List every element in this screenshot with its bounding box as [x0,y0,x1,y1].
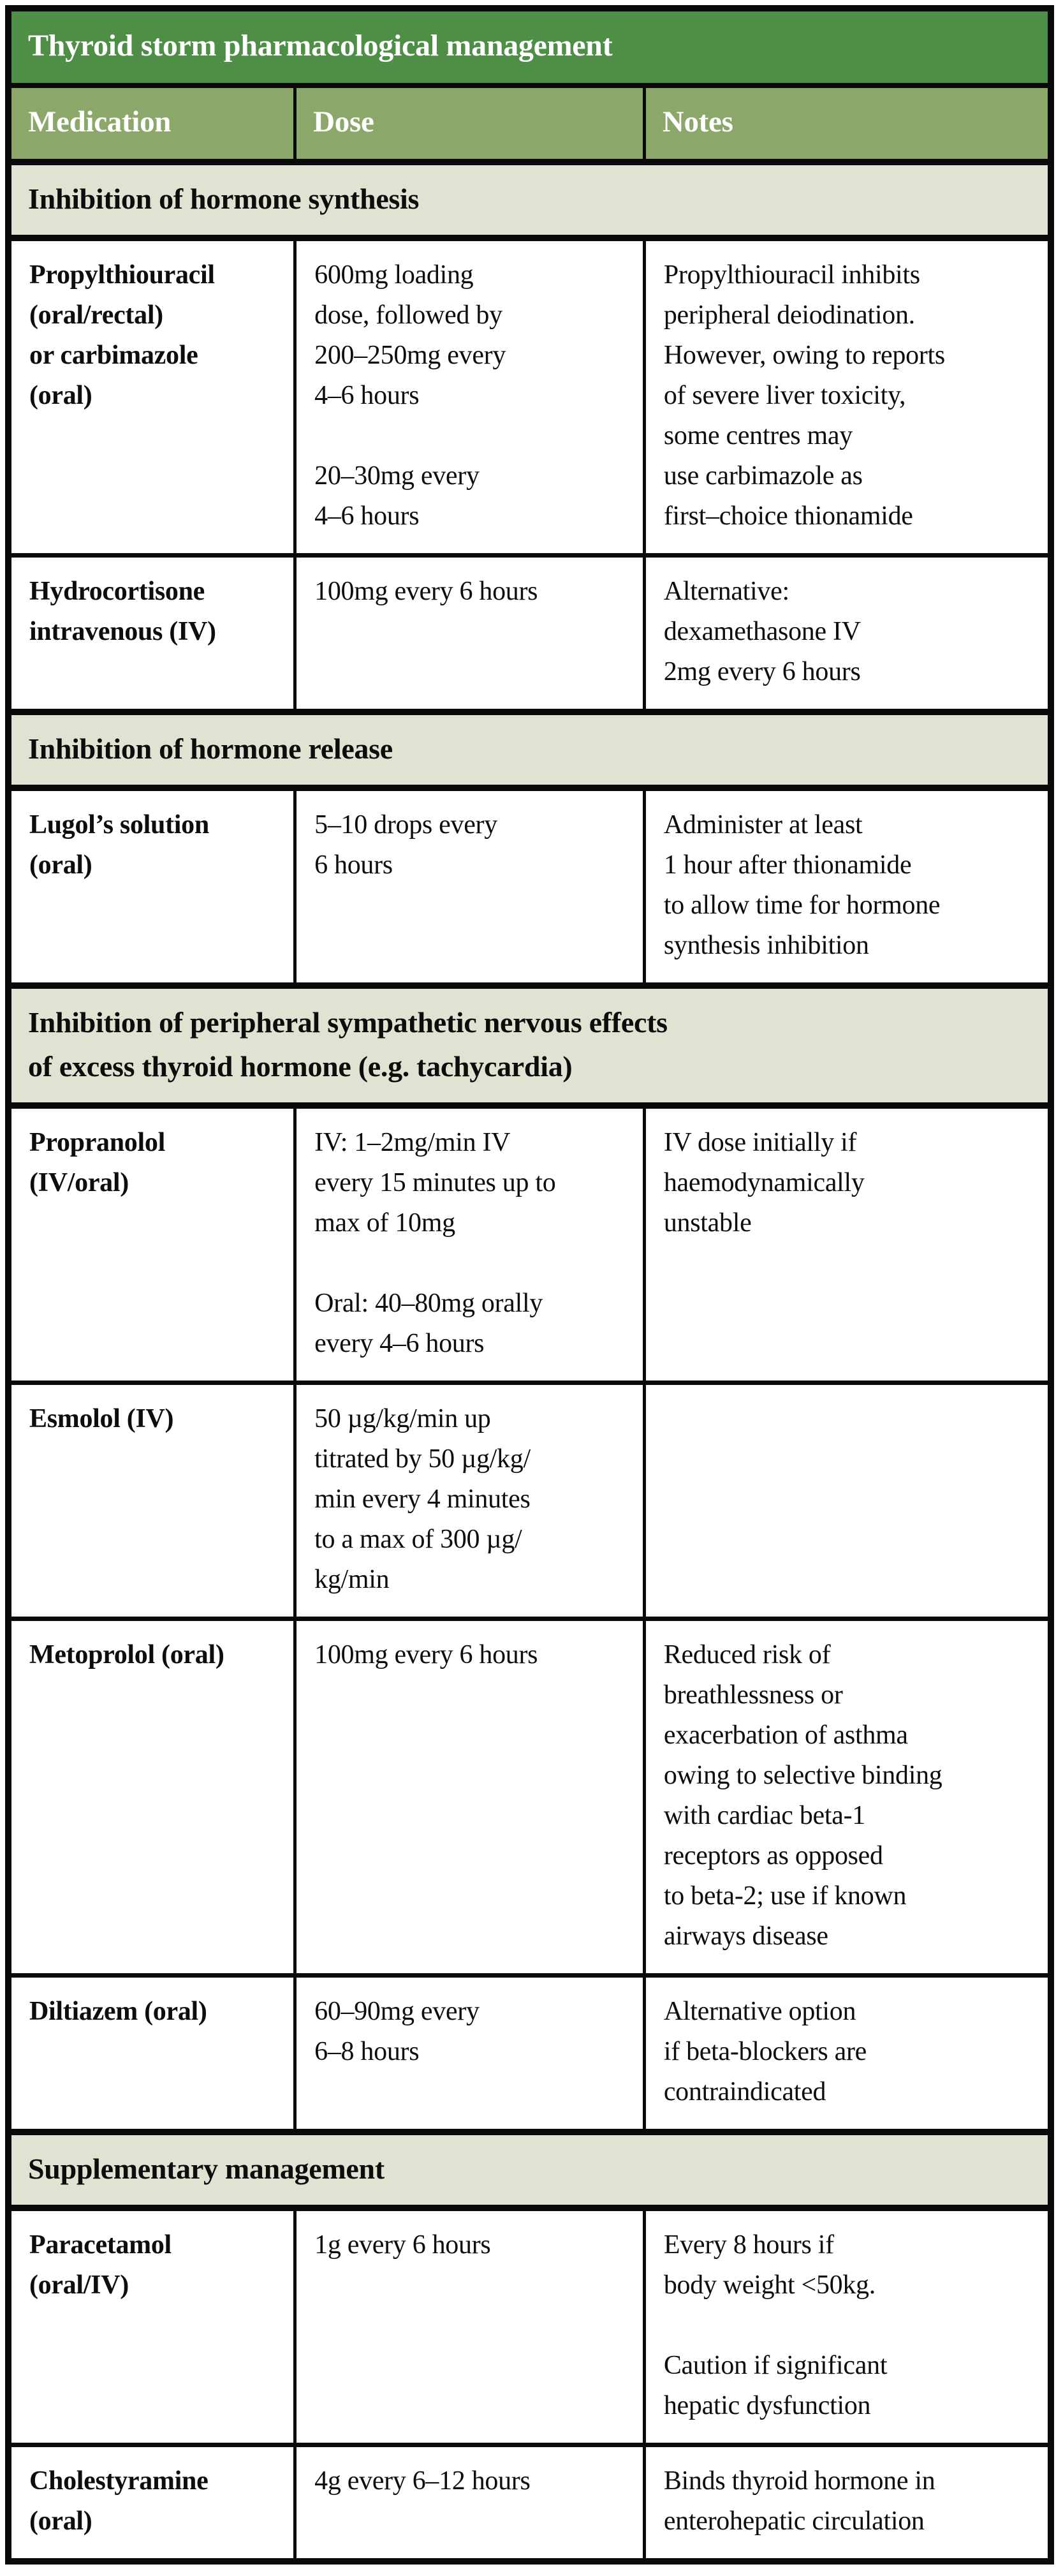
table-title: Thyroid storm pharmacological management [8,8,1051,85]
notes-cell: Every 8 hours if body weight <50kg. Caution if significant hepatic dysfunction [644,2208,1051,2445]
thyroid-storm-table [5,5,1054,2565]
notes-cell: Binds thyroid hormone in enterohepatic circulation [644,2445,1051,2561]
table-row-metoprolol [8,1618,1051,1975]
medication-cell: Diltiazem (oral) [8,1975,295,2132]
section-header-hormone-synthesis: Inhibition of hormone synthesis [8,162,1051,238]
section-header-row [8,162,1051,238]
section-header-supplementary: Supplementary management [8,2132,1051,2208]
section-header-row [8,986,1051,1106]
table-row-cholestyramine [8,2445,1051,2561]
table-row-paracetamol [8,2208,1051,2445]
section-header-sympathetic-effects: Inhibition of peripheral sympathetic nervous effects of excess thyroid hormone (e.g. tachycardia) [8,986,1051,1106]
notes-cell [644,1382,1051,1618]
dose-cell: 50 µg/kg/min up titrated by 50 µg/kg/ min every 4 minutes to a max of 300 µg/ kg/min [295,1382,645,1618]
medication-cell: Hydrocortisone intravenous (IV) [8,555,295,712]
column-header-dose: Dose [295,85,645,162]
column-header-row [8,85,1051,162]
notes-cell: Alternative: dexamethasone IV 2mg every 6 hours [644,555,1051,712]
dose-cell: 600mg loading dose, followed by 200–250mg every 4–6 hours 20–30mg every 4–6 hours [295,238,645,556]
medication-cell: Lugol’s solution (oral) [8,788,295,986]
column-header-notes: Notes [644,85,1051,162]
dose-cell: 5–10 drops every 6 hours [295,788,645,986]
table-row-lugols-solution [8,788,1051,986]
dose-cell: 60–90mg every 6–8 hours [295,1975,645,2132]
medication-cell: Propranolol (IV/oral) [8,1106,295,1383]
dose-cell: 100mg every 6 hours [295,1618,645,1975]
medication-cell: Propylthiouracil (oral/rectal) or carbimazole (oral) [8,238,295,556]
dose-cell: 1g every 6 hours [295,2208,645,2445]
section-header-hormone-release: Inhibition of hormone release [8,712,1051,788]
notes-cell: Administer at least 1 hour after thionamide to allow time for hormone synthesis inhibition [644,788,1051,986]
notes-cell: Alternative option if beta-blockers are contraindicated [644,1975,1051,2132]
notes-cell: IV dose initially if haemodynamically unstable [644,1106,1051,1383]
table-row-propranolol [8,1106,1051,1383]
medication-cell: Esmolol (IV) [8,1382,295,1618]
column-header-medication: Medication [8,85,295,162]
dose-cell: 100mg every 6 hours [295,555,645,712]
table-row-hydrocortisone [8,555,1051,712]
medication-cell: Cholestyramine (oral) [8,2445,295,2561]
title-row [8,8,1051,85]
dose-cell: 4g every 6–12 hours [295,2445,645,2561]
section-header-row [8,2132,1051,2208]
medication-cell: Metoprolol (oral) [8,1618,295,1975]
table-row-propylthiouracil [8,238,1051,556]
table-row-diltiazem [8,1975,1051,2132]
table-row-esmolol [8,1382,1051,1618]
dose-cell: IV: 1–2mg/min IV every 15 minutes up to max of 10mg Oral: 40–80mg orally every 4–6 hours [295,1106,645,1383]
medication-cell: Paracetamol (oral/IV) [8,2208,295,2445]
section-header-row [8,712,1051,788]
notes-cell: Reduced risk of breathlessness or exacerbation of asthma owing to selective binding with cardiac beta-1 receptors as opposed to beta-2; use if known airways disease [644,1618,1051,1975]
notes-cell: Propylthiouracil inhibits peripheral deiodination. However, owing to reports of severe liver toxicity, some centres may use carbimazole as first–choice thionamide [644,238,1051,556]
